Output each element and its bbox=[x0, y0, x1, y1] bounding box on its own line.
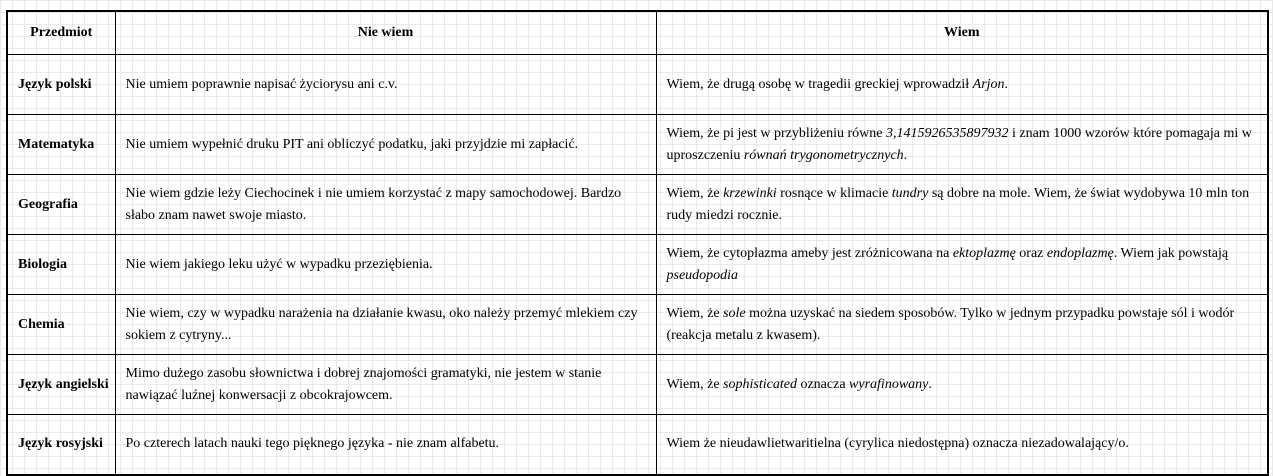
table-row bbox=[7, 175, 1268, 235]
dont-know-cell: Nie wiem, czy w wypadku narażenia na działanie kwasu, oko należy przemyć mlekiem czy sokiem z cytryny... bbox=[115, 295, 656, 355]
italic-term: Arjon bbox=[972, 76, 1005, 92]
table-row bbox=[7, 355, 1268, 415]
table-header-row bbox=[7, 11, 1268, 55]
italic-term: sophisticated bbox=[723, 376, 797, 392]
dont-know-cell: Nie umiem poprawnie napisać życiorysu ani c.v. bbox=[115, 55, 656, 115]
know-cell: Wiem, że pi jest w przybliżeniu równe 3,1415926535897932 i znam 1000 wzorów które pomagaja mi w uproszczeniu równań trygonometrycznych. bbox=[656, 115, 1268, 175]
subject-cell: Język polski bbox=[7, 55, 115, 115]
table-row bbox=[7, 115, 1268, 175]
subject-cell: Geografia bbox=[7, 175, 115, 235]
table-row bbox=[7, 55, 1268, 115]
dont-know-cell: Po czterech latach nauki tego pięknego języka - nie znam alfabetu. bbox=[115, 415, 656, 475]
table-row bbox=[7, 235, 1268, 295]
document-page bbox=[6, 10, 1269, 476]
subject-cell: Język rosyjski bbox=[7, 415, 115, 475]
italic-term: ektoplazmę bbox=[952, 245, 1016, 261]
dont-know-cell: Mimo dużego zasobu słownictwa i dobrej znajomości gramatyki, nie jestem w stanie nawiązać luźnej konwersacji z obcokrajowcem. bbox=[115, 355, 656, 415]
header-subject: Przedmiot bbox=[7, 11, 115, 55]
knowledge-table bbox=[6, 10, 1269, 476]
dont-know-cell: Nie umiem wypełnić druku PIT ani obliczyć podatku, jaki przyjdzie mi zapłacić. bbox=[115, 115, 656, 175]
italic-term: 3,1415926535897932 bbox=[885, 125, 1009, 141]
italic-term: wyrafinowany bbox=[849, 376, 929, 392]
know-cell: Wiem, że cytoplazma ameby jest zróżnicowana na ektoplazmę oraz endoplazmę. Wiem jak powstają pseudopodia bbox=[656, 235, 1268, 295]
italic-term: krzewinki bbox=[723, 185, 777, 201]
table-row bbox=[7, 295, 1268, 355]
header-dont-know: Nie wiem bbox=[115, 11, 656, 55]
italic-term: równań trygonometrycznych bbox=[743, 147, 904, 163]
know-cell: Wiem że nieudawlietwaritielna (cyrylica niedostępna) oznacza niezadowalający/o. bbox=[656, 415, 1268, 475]
subject-cell: Matematyka bbox=[7, 115, 115, 175]
know-cell: Wiem, że sole można uzyskać na siedem sposobów. Tylko w jednym przypadku powstaje sól i wodór (reakcja metalu z kwasem). bbox=[656, 295, 1268, 355]
know-cell: Wiem, że krzewinki rosnące w klimacie tundry są dobre na mole. Wiem, że świat wydobywa 10 mln ton rudy miedzi rocznie. bbox=[656, 175, 1268, 235]
italic-term: sole bbox=[723, 305, 746, 321]
header-know: Wiem bbox=[656, 11, 1268, 55]
italic-term: tundry bbox=[891, 185, 929, 201]
subject-cell: Język angielski bbox=[7, 355, 115, 415]
subject-cell: Biologia bbox=[7, 235, 115, 295]
table-row bbox=[7, 415, 1268, 475]
dont-know-cell: Nie wiem gdzie leży Ciechocinek i nie umiem korzystać z mapy samochodowej. Bardzo słabo znam nawet swoje miasto. bbox=[115, 175, 656, 235]
subject-cell: Chemia bbox=[7, 295, 115, 355]
italic-term: endoplazmę bbox=[1046, 245, 1114, 261]
know-cell: Wiem, że sophisticated oznacza wyrafinowany. bbox=[656, 355, 1268, 415]
dont-know-cell: Nie wiem jakiego leku użyć w wypadku przeziębienia. bbox=[115, 235, 656, 295]
know-cell: Wiem, że drugą osobę w tragedii greckiej wprowadził Arjon. bbox=[656, 55, 1268, 115]
italic-term: pseudopodia bbox=[666, 267, 739, 283]
